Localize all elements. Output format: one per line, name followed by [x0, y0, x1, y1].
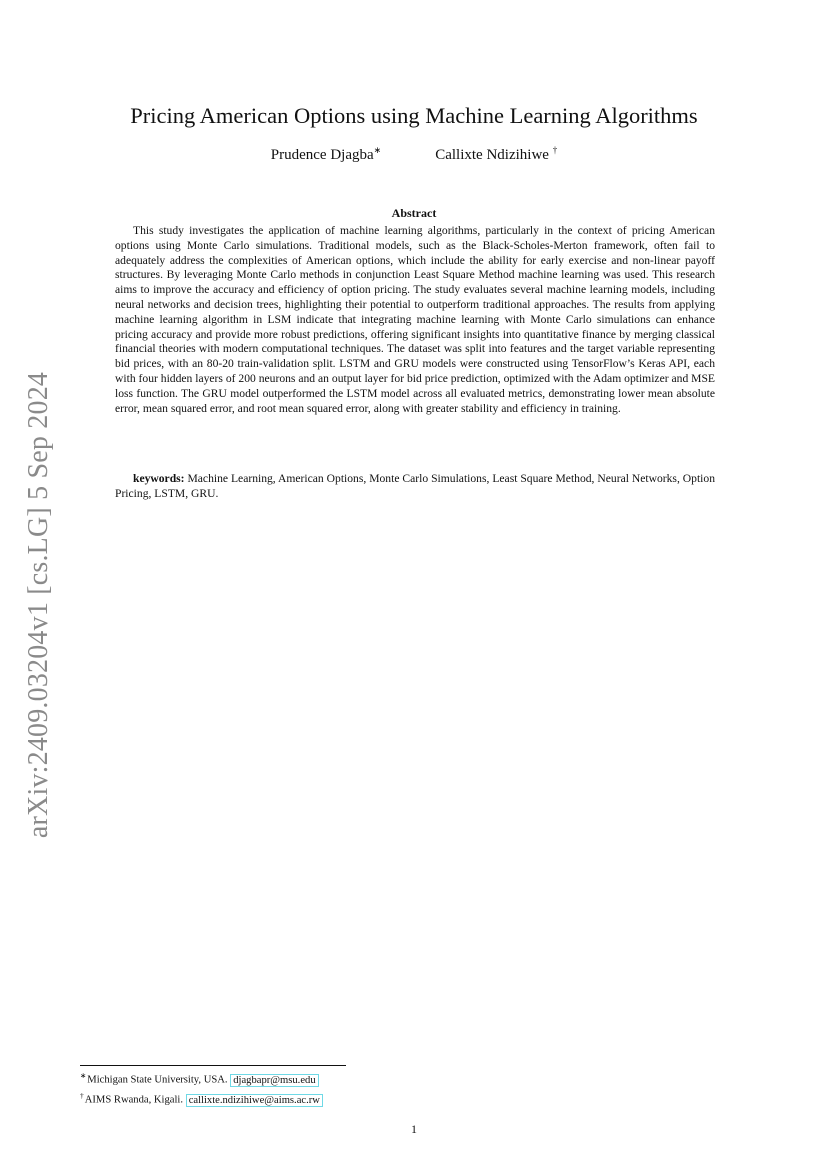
footnote-2-email-link[interactable]: callixte.ndizihiwe@aims.ac.rw [186, 1094, 323, 1107]
footnotes [80, 1068, 580, 1108]
author-1-footnote-mark[interactable]: ∗ [373, 145, 382, 155]
keywords-text: Machine Learning, American Options, Monte Carlo Simulations, Least Square Method, Neural Networks, Option Pricing, LSTM, GRU. [115, 472, 715, 500]
author-2-footnote-mark[interactable]: † [552, 145, 558, 155]
footnote-2-mark: † [80, 1091, 84, 1101]
abstract-body: This study investigates the application of machine learning algorithms, particularly in the context of pricing American options using Monte Carlo simulations. Traditional models, such as the Black-Scholes-Merton framework, often fail to adequately address the complexities of American options, which include the ability for early exercise and non-linear payoff structures. By leveraging Monte Carlo methods in conjunction Least Square Method machine learning was used. This research aims to improve the accuracy and efficiency of option pricing. The study evaluates several machine learning models, including neural networks and decision trees, highlighting their potential to outperform traditional approaches. The results from applying machine learning algorithm in LSM indicate that integrating machine learning with Monte Carlo simulations can enhance pricing accuracy and provide more robust predictions, offering significant insights into quantitative finance by merging classical financial theories with modern computational techniques. The dataset was split into features and the target variable representing bid prices, with an 80-20 train-validation split. LSTM and GRU models were constructed using TensorFlow’s Keras API, each with four hidden layers of 200 neurons and an output layer for bid price prediction, optimized with the Adam optimizer and MSE loss function. The GRU model outperformed the LSTM model across all evaluated metrics, demonstrating lower mean absolute error, mean squared error, and root mean squared error, along with greater stability and efficiency in training. [115, 224, 715, 415]
footnote-1 [80, 1068, 580, 1088]
arxiv-identifier-stamp: arXiv:2409.03204v1 [cs.LG] 5 Sep 2024 [23, 371, 54, 839]
footnote-2 [80, 1088, 580, 1108]
page-number: 1 [411, 1122, 417, 1136]
author-2-name: Callixte Ndizihiwe [435, 147, 549, 163]
abstract-heading: Abstract [391, 206, 437, 220]
paper-title: Pricing American Options using Machine Learning Algorithms [130, 103, 698, 129]
author-1-name: Prudence Djagba [270, 147, 374, 163]
footnote-2-affiliation: AIMS Rwanda, Kigali. [84, 1094, 186, 1106]
keywords-paragraph [115, 472, 715, 502]
footnote-1-affiliation: Michigan State University, USA. [87, 1074, 231, 1086]
author-2 [435, 145, 557, 164]
author-list [0, 145, 828, 164]
footnote-1-mark: ∗ [80, 1071, 87, 1080]
keywords-label: keywords: [133, 472, 185, 485]
author-1 [271, 145, 381, 164]
footnote-1-email-link[interactable]: djagbapr@msu.edu [230, 1074, 318, 1087]
footnote-divider [80, 1065, 346, 1066]
